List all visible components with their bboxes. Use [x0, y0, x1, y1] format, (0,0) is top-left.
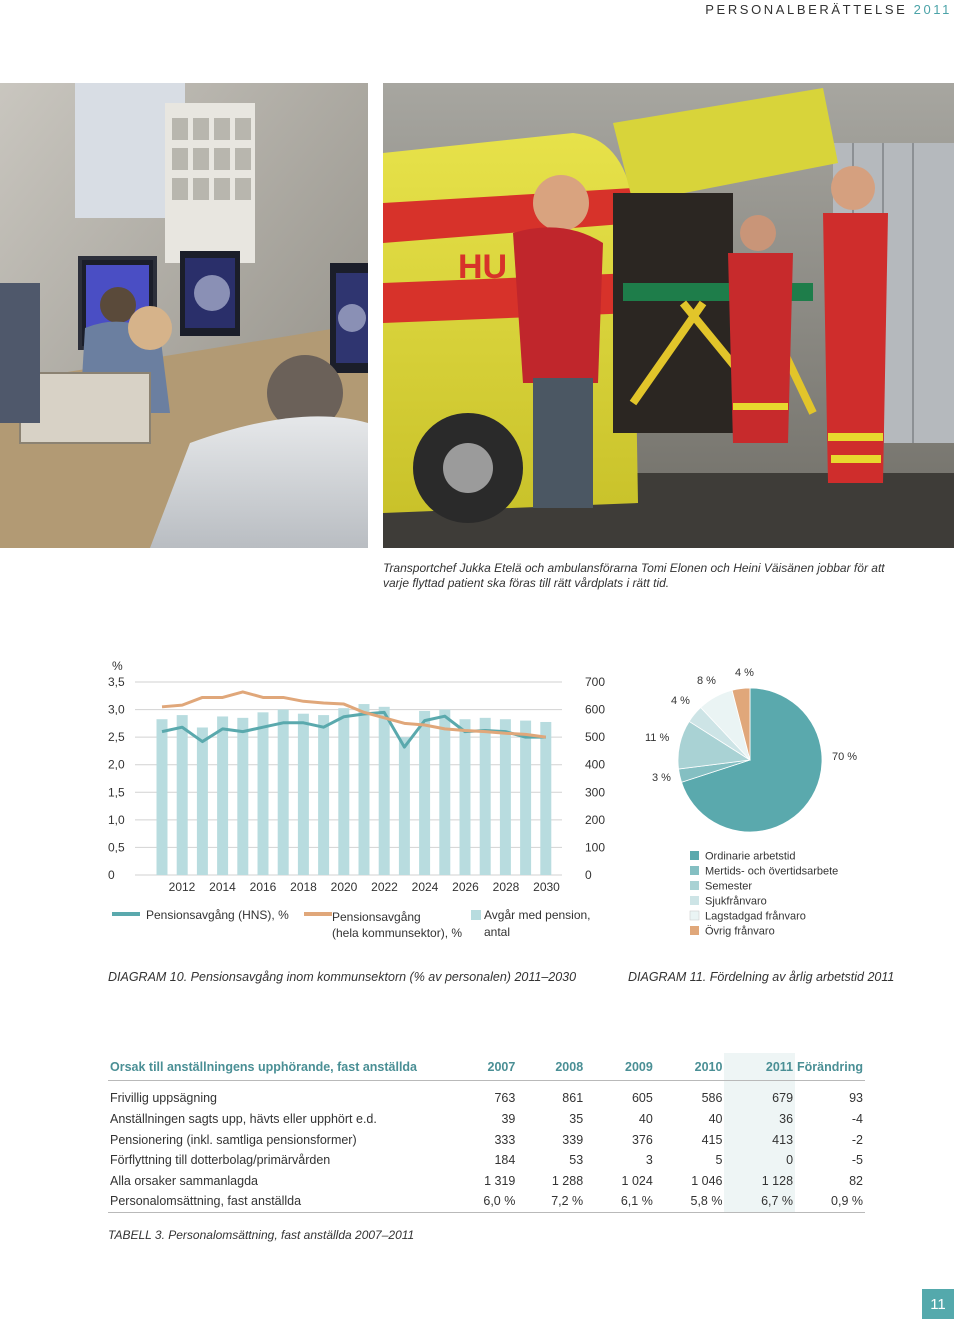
- table-header-row: [108, 1053, 865, 1081]
- bar: [338, 708, 349, 875]
- cell-2007: 39: [501, 1112, 516, 1127]
- bar: [278, 710, 289, 875]
- y-left-tick-label: 0,5: [108, 840, 125, 855]
- cell-change: -4: [851, 1112, 863, 1127]
- cell-2007: 184: [494, 1153, 516, 1168]
- pie-legend-label: Lagstadgad frånvaro: [705, 910, 806, 923]
- x-tick-label: 2020: [330, 880, 358, 894]
- pie-legend-swatch: [690, 896, 699, 905]
- pie-value-label: 4 %: [671, 695, 690, 707]
- cell-2008: 7,2 %: [517, 1191, 585, 1212]
- bar: [419, 711, 430, 875]
- photo-radiology-workstations: [0, 83, 368, 548]
- cell-2011: 679: [724, 1081, 795, 1110]
- pie-value-label: 70 %: [832, 751, 858, 763]
- header-title: PERSONALBERÄTTELSE: [705, 2, 908, 17]
- pie-legend-swatch: [690, 881, 699, 890]
- cell-2010: 5: [715, 1153, 723, 1168]
- legend-label-bars: Avgår med pension,: [484, 908, 591, 922]
- bar: [379, 707, 390, 875]
- header-year: 2011: [913, 2, 952, 17]
- cell-2007: 6,0 %: [450, 1191, 518, 1212]
- x-tick-label: 2012: [168, 880, 196, 894]
- pie-legend-label: Semester: [705, 880, 753, 893]
- y-right-tick-label: 100: [585, 840, 606, 855]
- y-left-tick-label: 1,0: [108, 812, 125, 827]
- pie-legend-label: Mertids- och övertidsarbete: [705, 865, 839, 878]
- cell-2011: 1 128: [724, 1171, 795, 1192]
- cell-2008: 339: [562, 1132, 584, 1147]
- table-3-caption: TABELL 3. Personalomsättning, fast anställda 2007–2011: [108, 1228, 415, 1242]
- pie-legend-label: Ordinarie arbetstid: [705, 850, 796, 863]
- x-tick-label: 2026: [452, 880, 479, 894]
- y-right-tick-label: 600: [585, 702, 606, 717]
- row-label: Förflyttning till dotterbolag/primärvården: [110, 1153, 331, 1168]
- col-header-2007: 2007: [450, 1053, 518, 1081]
- pie-legend-label: Övrig frånvaro: [705, 925, 775, 938]
- bar: [318, 715, 329, 875]
- table-row: [108, 1171, 865, 1192]
- cell-2009: 605: [631, 1091, 653, 1105]
- cell-2010: 586: [701, 1091, 723, 1105]
- cell-2008: 1 288: [551, 1173, 584, 1188]
- page-number: 11: [922, 1289, 954, 1319]
- pie-value-label: 8 %: [697, 675, 716, 687]
- cell-change: 0,9 %: [795, 1191, 865, 1212]
- cell-2010: 415: [701, 1132, 723, 1147]
- cell-change: 82: [849, 1173, 863, 1188]
- x-tick-label: 2028: [492, 880, 520, 894]
- bar: [540, 722, 551, 875]
- diagram-10-caption: DIAGRAM 10. Pensionsavgång inom kommunsektorn (% av personalen) 2011–2030: [108, 970, 577, 984]
- y-left-tick-label: 1,5: [108, 785, 125, 800]
- photo-ambulance-crew: [383, 83, 954, 548]
- y-right-tick-label: 300: [585, 785, 606, 800]
- cell-2011: 6,7 %: [724, 1191, 795, 1212]
- col-header-reason: Orsak till anställningens upphörande, fast anställda: [108, 1053, 450, 1081]
- table-row: [108, 1150, 865, 1171]
- cell-2009: 6,1 %: [585, 1191, 655, 1212]
- cell-2011: 0: [724, 1150, 795, 1171]
- bar: [399, 737, 410, 875]
- bar: [157, 719, 168, 875]
- y-left-tick-label: 2,5: [108, 730, 125, 745]
- cell-change: -2: [851, 1132, 863, 1147]
- cell-2008: 35: [569, 1112, 584, 1127]
- col-header-2008: 2008: [517, 1053, 585, 1081]
- cell-2009: 376: [631, 1132, 653, 1147]
- pie-value-label: 11 %: [645, 732, 670, 744]
- table-row: [108, 1109, 865, 1130]
- pie-value-label: 4 %: [735, 667, 754, 679]
- pie-legend-label: Sjukfrånvaro: [705, 895, 767, 908]
- charts-area: [0, 640, 960, 960]
- col-header-2011: 2011: [724, 1053, 795, 1081]
- cell-2009: 3: [645, 1153, 653, 1168]
- y-left-tick-label: 2,0: [108, 757, 125, 772]
- x-tick-label: 2024: [411, 880, 439, 894]
- pie-legend-swatch: [690, 851, 699, 860]
- diagram-11-caption: DIAGRAM 11. Fördelning av årlig arbetstid 2011: [628, 970, 895, 984]
- bar: [359, 704, 370, 875]
- pie-legend-swatch: [690, 866, 699, 875]
- turnover-table: [108, 1053, 865, 1213]
- cell-2010: 5,8 %: [655, 1191, 725, 1212]
- legend-swatch-bars: [471, 910, 481, 920]
- y-unit-label: %: [112, 659, 123, 673]
- bar: [520, 721, 531, 875]
- col-header-2010: 2010: [655, 1053, 725, 1081]
- cell-2011: 36: [724, 1109, 795, 1130]
- bar: [500, 719, 511, 875]
- legend-label-kommunsektor-line2: (hela kommunsektor), %: [332, 926, 463, 940]
- bar: [237, 718, 248, 875]
- cell-2010: 40: [708, 1112, 723, 1127]
- row-label: Frivillig uppsägning: [110, 1091, 218, 1105]
- pie-value-label: 3 %: [652, 772, 671, 784]
- pie-legend-swatch: [690, 911, 699, 920]
- table-row: [108, 1191, 865, 1212]
- y-right-tick-label: 700: [585, 675, 606, 689]
- bar: [258, 712, 269, 875]
- y-left-tick-label: 0: [108, 868, 115, 882]
- bar: [177, 715, 188, 875]
- x-tick-label: 2018: [290, 880, 317, 894]
- y-left-tick-label: 3,0: [108, 702, 125, 717]
- row-label: Personalomsättning, fast anställda: [108, 1191, 450, 1212]
- y-right-tick-label: 500: [585, 730, 606, 745]
- table-row: [108, 1081, 865, 1110]
- legend-swatch-kommunsektor: [304, 912, 332, 916]
- svg-text:HU: HU: [458, 248, 508, 286]
- photo-caption: Transportchef Jukka Etelä och ambulansförarna Tomi Elonen och Heini Väisänen jobbar för att varje flyttad patient ska föras till rätt vårdplats i rätt tid.: [383, 561, 885, 590]
- cell-2008: 53: [569, 1153, 584, 1168]
- col-header-2009: 2009: [585, 1053, 655, 1081]
- bar: [480, 718, 491, 875]
- y-left-tick-label: 3,5: [108, 675, 125, 689]
- row-label: Anställningen sagts upp, hävts eller upphört e.d.: [110, 1112, 377, 1127]
- legend-swatch-hns: [112, 912, 140, 916]
- cell-2009: 1 024: [621, 1173, 653, 1188]
- y-right-tick-label: 200: [585, 812, 606, 827]
- cell-2010: 1 046: [691, 1173, 723, 1188]
- running-header: [705, 0, 960, 17]
- x-tick-label: 2022: [371, 880, 398, 894]
- legend-label-kommunsektor: Pensionsavgång: [332, 910, 421, 924]
- bar: [298, 714, 309, 875]
- table-row: [108, 1130, 865, 1151]
- x-tick-label: 2030: [533, 880, 560, 894]
- cell-change: 93: [849, 1091, 863, 1105]
- col-header-change: Förändring: [795, 1053, 865, 1081]
- bar: [460, 719, 471, 875]
- row-label: Alla orsaker sammanlagda: [110, 1173, 258, 1188]
- bar: [217, 716, 228, 875]
- x-tick-label: 2014: [209, 880, 236, 894]
- cell-change: -5: [851, 1153, 863, 1168]
- cell-2007: 333: [494, 1132, 516, 1147]
- cell-2007: 1 319: [484, 1173, 516, 1188]
- pie-legend-swatch: [690, 926, 699, 935]
- bar: [197, 727, 208, 875]
- bar: [439, 710, 450, 875]
- legend-label-bars-line2: antal: [484, 925, 511, 939]
- cell-2007: 763: [494, 1091, 516, 1105]
- y-right-tick-label: 400: [585, 757, 606, 772]
- x-tick-label: 2016: [249, 880, 277, 894]
- legend-label-hns: Pensionsavgång (HNS), %: [146, 908, 289, 922]
- row-label: Pensionering (inkl. samtliga pensionsformer): [110, 1132, 357, 1147]
- y-right-tick-label: 0: [585, 868, 592, 882]
- cell-2009: 40: [638, 1112, 653, 1127]
- cell-2011: 413: [724, 1130, 795, 1151]
- cell-2008: 861: [562, 1091, 584, 1105]
